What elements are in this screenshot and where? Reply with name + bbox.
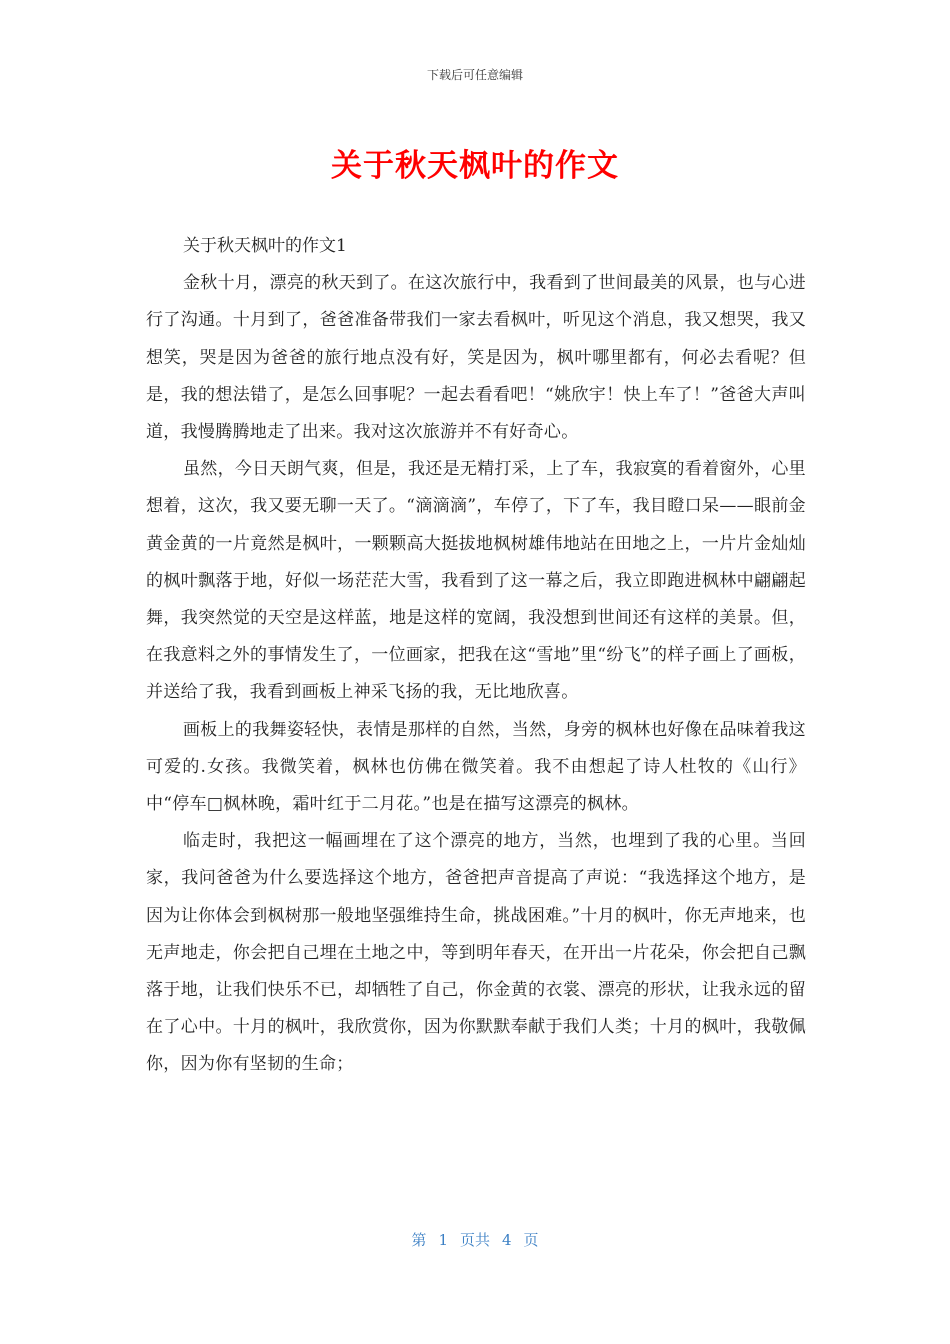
- document-body: [146, 228, 806, 1084]
- footer-middle: 页共: [459, 1231, 490, 1249]
- footer-total-pages: 4: [502, 1231, 512, 1249]
- footer-prefix: 第: [411, 1231, 427, 1249]
- paragraph-1: 金秋十月，漂亮的秋天到了。在这次旅行中，我看到了世间最美的风景，也与心进行了沟通。十月到了，爸爸准备带我们一家去看枫叶，听见这个消息，我又想哭，我又想笑，哭是因为爸爸的旅行地点没有好，笑是因为，枫叶哪里都有，何必去看呢？但是，我的想法错了，是怎么回事呢？一起去看看吧！“姚欣宇！快上车了！”爸爸大声叫道，我慢腾腾地走了出来。我对这次旅游并不有好奇心。: [146, 273, 806, 443]
- page-footer: [0, 1229, 950, 1250]
- section-subtitle: 关于秋天枫叶的作文1: [183, 236, 347, 256]
- paragraph-3: 画板上的我舞姿轻快，表情是那样的自然，当然，身旁的枫林也好像在品味着我这可爱的.女孩。我微笑着，枫林也仿佛在微笑着。我不由想起了诗人杜牧的《山行》中“停车□枫林晚，霜叶红于二月花。”也是在描写这漂亮的枫林。: [146, 719, 806, 815]
- document-title: 关于秋天枫叶的作文: [331, 148, 619, 184]
- footer-suffix: 页: [523, 1231, 539, 1249]
- footer-current-page: 1: [438, 1231, 448, 1249]
- page-header-note: 下载后可任意编辑: [426, 68, 523, 82]
- paragraph-2: 虽然，今日天朗气爽，但是，我还是无精打采，上了车，我寂寞的看着窗外，心里想着，这次，我又要无聊一天了。“滴滴滴”，车停了，下了车，我目瞪口呆——眼前金黄金黄的一片竟然是枫叶，一颗颗高大挺拔地枫树雄伟地站在田地之上，一片片金灿灿的枫叶飘落于地，好似一场茫茫大雪，我看到了这一幕之后，我立即跑进枫林中翩翩起舞，我突然觉的天空是这样蓝，地是这样的宽阔，我没想到世间还有这样的美景。但，在我意料之外的事情发生了，一位画家，把我在这“雪地”里“纷飞”的样子画上了画板，并送给了我，我看到画板上神采飞扬的我，无比地欣喜。: [146, 459, 806, 703]
- paragraph-4: 临走时，我把这一幅画埋在了这个漂亮的地方，当然，也埋到了我的心里。当回家，我问爸爸为什么要选择这个地方，爸爸把声音提高了声说：“我选择这个地方，是因为让你体会到枫树那一般地坚强维持生命，挑战困难。”十月的枫叶，你无声地来，也无声地走，你会把自己埋在土地之中，等到明年春天，在开出一片花朵，你会把自己飘落于地，让我们快乐不已，却牺牲了自己，你金黄的衣裳、漂亮的形状，让我永远的留在了心中。十月的枫叶，我欣赏你，因为你默默奉献于我们人类；十月的枫叶，我敬佩你，因为你有坚韧的生命；: [146, 831, 806, 1075]
